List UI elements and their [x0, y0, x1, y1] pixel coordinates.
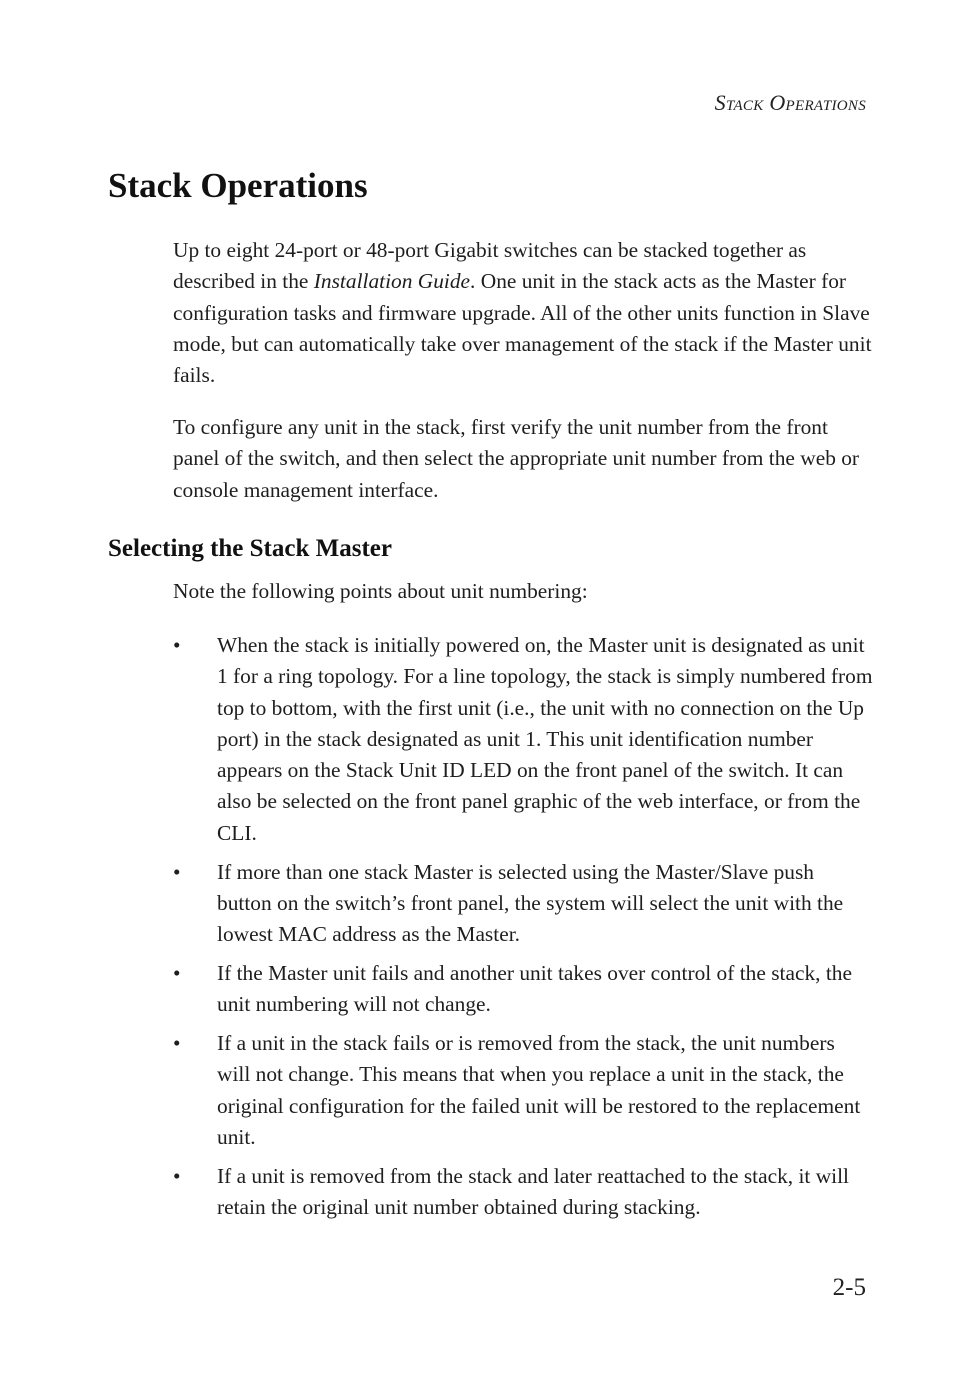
- intro-paragraph: [173, 235, 873, 391]
- section-heading: Selecting the Stack Master: [108, 535, 392, 562]
- list-item-text: When the stack is initially powered on, the Master unit is designated as unit 1 for a ring topology. For a line topology, the stack is simply numbered from top to bottom, with the first unit (i.e., the unit with no connection on the Up port) in the stack designated as unit 1. This unit identification number appears on the Stack Unit ID LED on the front panel of the switch. It can also be selected on the front panel graphic of the web interface, or from the CLI.: [217, 633, 873, 845]
- list-item: [173, 1028, 873, 1153]
- bullet-mark: •: [173, 1031, 181, 1056]
- page-title: Stack Operations: [108, 166, 368, 205]
- intro-text-end: . One unit in the stack acts as the Master for configuration tasks and firmware upgrade. All of the other units function in Slave mode, but can automatically take over management of the stack if the Master unit fails.: [173, 269, 872, 388]
- list-item-text: If more than one stack Master is selected using the Master/Slave push button on the switch’s front panel, the system will select the unit with the lowest MAC address as the Master.: [217, 859, 844, 947]
- list-item: [173, 630, 873, 849]
- intro-text-start: Up to eight 24-port or 48-port Gigabit switches can be stacked together as described in the: [173, 238, 807, 294]
- running-header: Stack Operations: [714, 90, 866, 115]
- bullet-list: [173, 630, 873, 1231]
- bullet-mark: •: [173, 633, 181, 657]
- list-item-text: If a unit in the stack fails or is removed from the stack, the unit numbers will not change. This means that when you replace a unit in the stack, the original configuration for the failed unit will be restored to the replacement unit.: [217, 1031, 861, 1149]
- list-item: [173, 857, 873, 951]
- list-item-text: If the Master unit fails and another unit takes over control of the stack, the unit numbering will not change.: [217, 960, 852, 1017]
- list-item: [173, 958, 873, 1021]
- list-item-text: If a unit is removed from the stack and later reattached to the stack, it will retain the original unit number obtained during stacking.: [217, 1163, 849, 1220]
- note-paragraph: Note the following points about unit numbering:: [173, 579, 588, 603]
- bullet-mark: •: [173, 1163, 181, 1188]
- installation-guide-reference: Installation Guide: [313, 269, 471, 294]
- page-number: 2-5: [832, 1274, 866, 1301]
- bullet-mark: •: [173, 960, 181, 985]
- list-item: [173, 1161, 873, 1224]
- bullet-mark: •: [173, 859, 181, 884]
- configure-paragraph: To configure any unit in the stack, first verify the unit number from the front panel of the switch, and then select the appropriate unit number from the web or console management interface.: [173, 415, 860, 502]
